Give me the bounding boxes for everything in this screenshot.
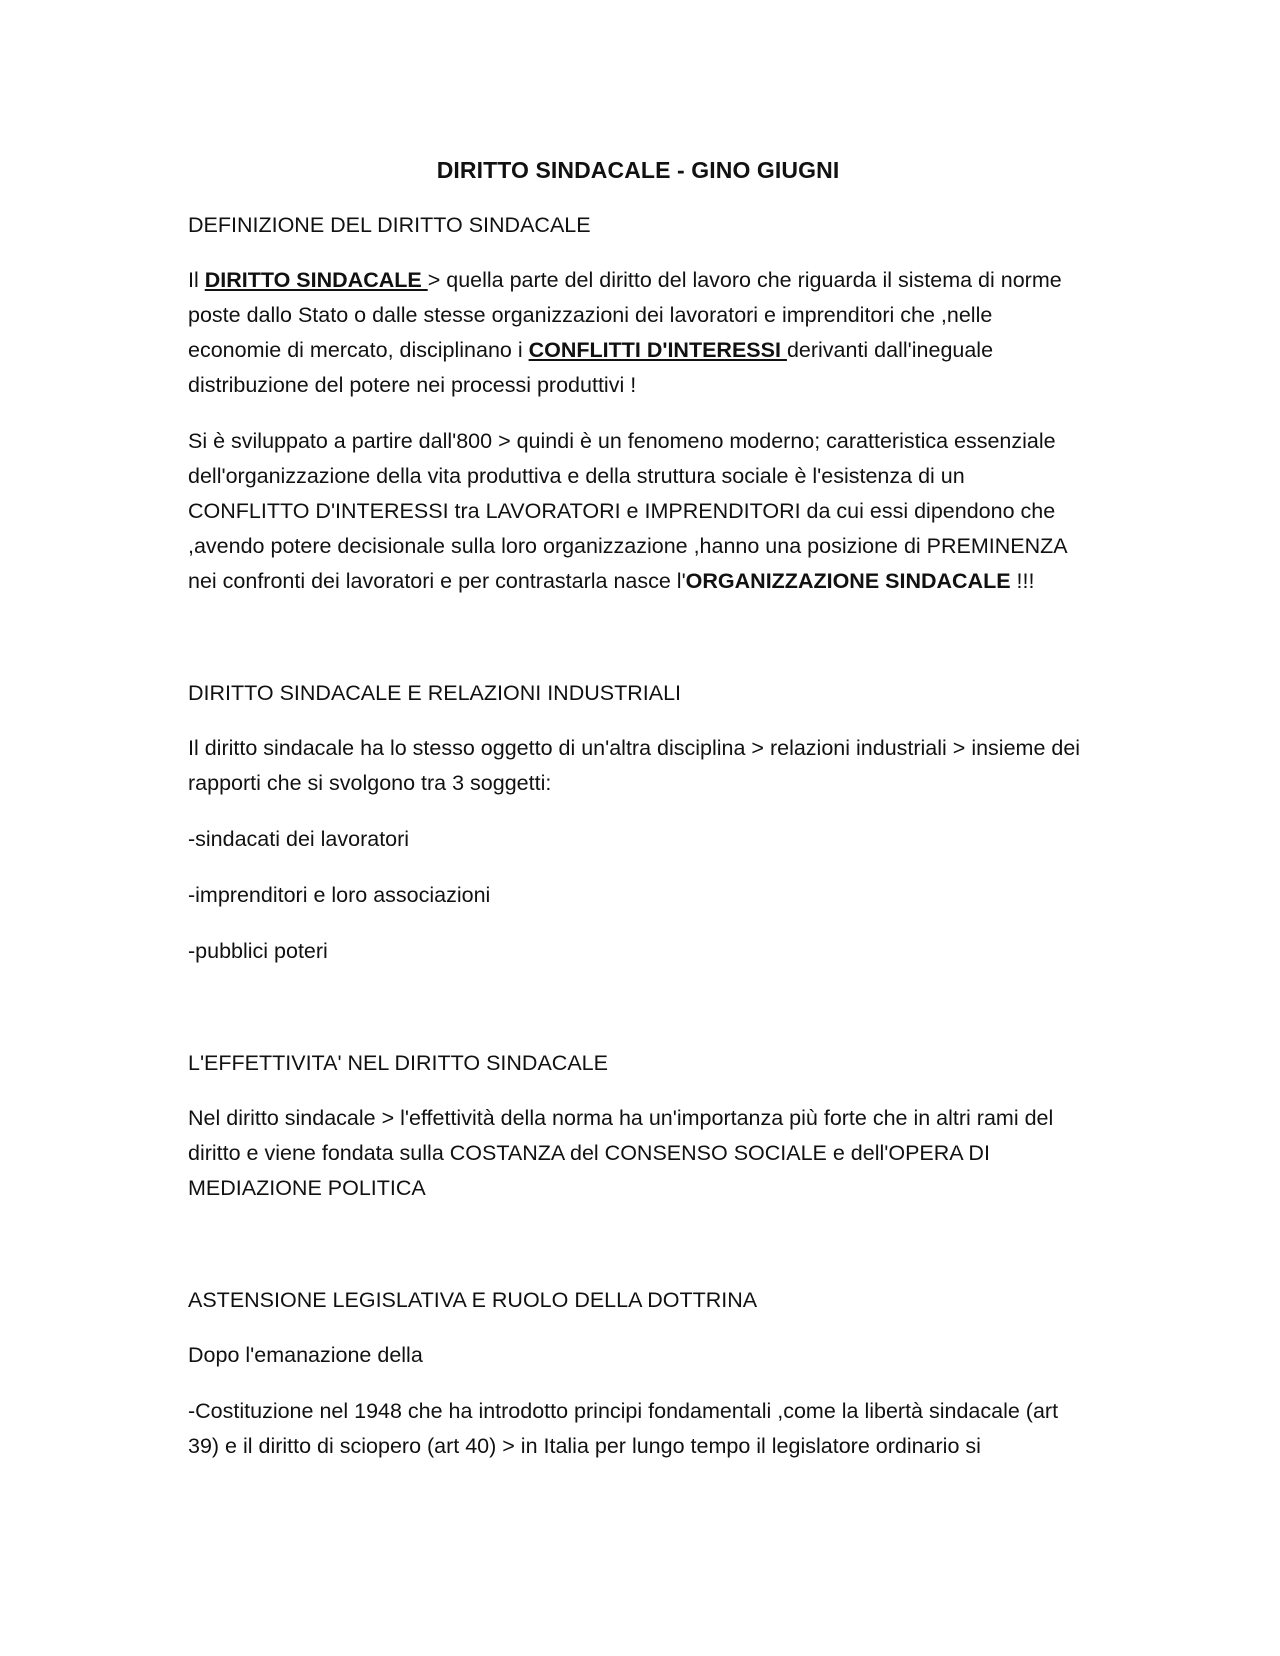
paragraph-dopo: Dopo l'emanazione della — [188, 1343, 423, 1367]
document-page — [188, 150, 1088, 1485]
term-organizzazione-sindacale: ORGANIZZAZIONE SINDACALE — [685, 569, 1011, 593]
section-heading-astensione: ASTENSIONE LEGISLATIVA E RUOLO DELLA DOTTRINA — [188, 1288, 758, 1312]
document-title: DIRITTO SINDACALE - GINO GIUGNI — [436, 157, 840, 183]
section-heading-effettivita: L'EFFETTIVITA' NEL DIRITTO SINDACALE — [188, 1051, 608, 1075]
term-conflitti-interessi: CONFLITTI D'INTERESSI — [528, 338, 787, 362]
list-item: -pubblici poteri — [188, 939, 328, 963]
list-item: -sindacati dei lavoratori — [188, 827, 410, 851]
text-run: Il — [188, 268, 205, 292]
text-run: derivanti dall'ineguale distribuzione del potere nei processi produttivi ! — [188, 338, 994, 397]
paragraph-relazioni: Il diritto sindacale ha lo stesso oggetto di un'altra disciplina > relazioni industriali > insieme dei rapporti che si svolgono tra 3 soggetti: — [188, 736, 1081, 795]
spacer — [188, 990, 1088, 1046]
spacer — [188, 1227, 1088, 1283]
text-run: Si è sviluppato a partire dall'800 > quindi è un fenomeno moderno; caratteristica essenziale dell'organizzazione della vita produttiva e della struttura sociale è l'esistenza di un CONFLITTO D'INTERESSI tra LAVORATORI e IMPRENDITORI da cui essi dipendono che ,avendo potere decisionale sulla loro organizzazione ,hanno una posizione di PREMINENZA nei confronti dei lavoratori e per contrastarla nasce l' — [188, 429, 1067, 593]
term-diritto-sindacale: DIRITTO SINDACALE — [204, 268, 428, 292]
paragraph-sviluppo — [188, 424, 1088, 599]
section-heading-relazioni: DIRITTO SINDACALE E RELAZIONI INDUSTRIALI — [188, 681, 681, 705]
paragraph-costituzione: -Costituzione nel 1948 che ha introdotto principi fondamentali ,come la libertà sindacale (art 39) e il diritto di sciopero (art 40) > in Italia per lungo tempo il legislatore ordinario si — [188, 1399, 1059, 1458]
paragraph-effettivita: Nel diritto sindacale > l'effettività della norma ha un'importanza più forte che in altri rami del diritto e viene fondata sulla COSTANZA del CONSENSO SOCIALE e dell'OPERA DI MEDIAZIONE POLITICA — [188, 1106, 1054, 1200]
section-heading-definizione: DEFINIZIONE DEL DIRITTO SINDACALE — [188, 213, 591, 237]
list-item: -imprenditori e loro associazioni — [188, 883, 491, 907]
paragraph-definizione — [188, 263, 1088, 403]
text-run: !!! — [1010, 569, 1035, 593]
text-run: > quella parte del diritto del lavoro che riguarda il sistema di norme poste dallo Stato o dalle stesse organizzazioni dei lavoratori e imprenditori che ,nelle economie di mercato, disciplinano i — [188, 268, 1062, 362]
spacer — [188, 620, 1088, 676]
